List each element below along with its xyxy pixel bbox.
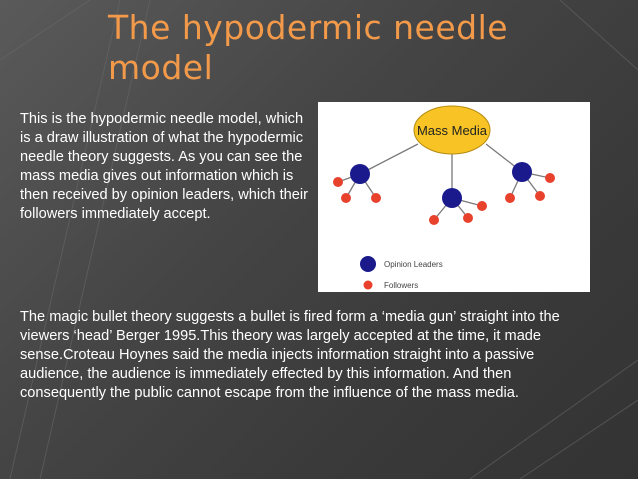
intro-paragraph: This is the hypodermic needle model, which is a draw illustration of what the hypodermic needle theory suggests. As you can see the mass media gives out information which is then received by opinion leaders, which their followers immediately accept.: [20, 111, 308, 222]
legend-follower-marker: [364, 281, 373, 290]
diagram-connectors: [338, 144, 550, 220]
follower-node: [333, 177, 343, 187]
slide-title: The hypodermic needle model: [108, 8, 509, 87]
legend-followers-label: Followers: [384, 281, 419, 290]
follower-node: [477, 201, 487, 211]
diagram-svg: [318, 102, 590, 292]
mass-media-label: Mass Media: [416, 123, 488, 138]
opinion-leader-node: [350, 164, 370, 184]
body-paragraph: The magic bullet theory suggests a bullet is fired form a ‘media gun’ straight into the viewers ‘head’ Berger 1995.This theory was largely accepted at the time, it made sense.Croteau Hoynes said the media injects information straight into a passive audience, the audience is immediately effected by this information. And then consequently the public cannot escape from the influence of the mass media.: [20, 309, 560, 401]
follower-node: [505, 193, 515, 203]
legend-opinion-leaders-label: Opinion Leaders: [384, 260, 443, 269]
legend-opinion-leader-marker: [360, 256, 376, 272]
follower-node: [463, 213, 473, 223]
follower-node: [371, 193, 381, 203]
follower-node: [535, 191, 545, 201]
opinion-leader-node: [442, 188, 462, 208]
opinion-leader-node: [512, 162, 532, 182]
hypodermic-needle-diagram: [318, 102, 590, 292]
follower-node: [429, 215, 439, 225]
diagram-legend: [360, 256, 443, 290]
follower-node: [341, 193, 351, 203]
follower-node: [545, 173, 555, 183]
